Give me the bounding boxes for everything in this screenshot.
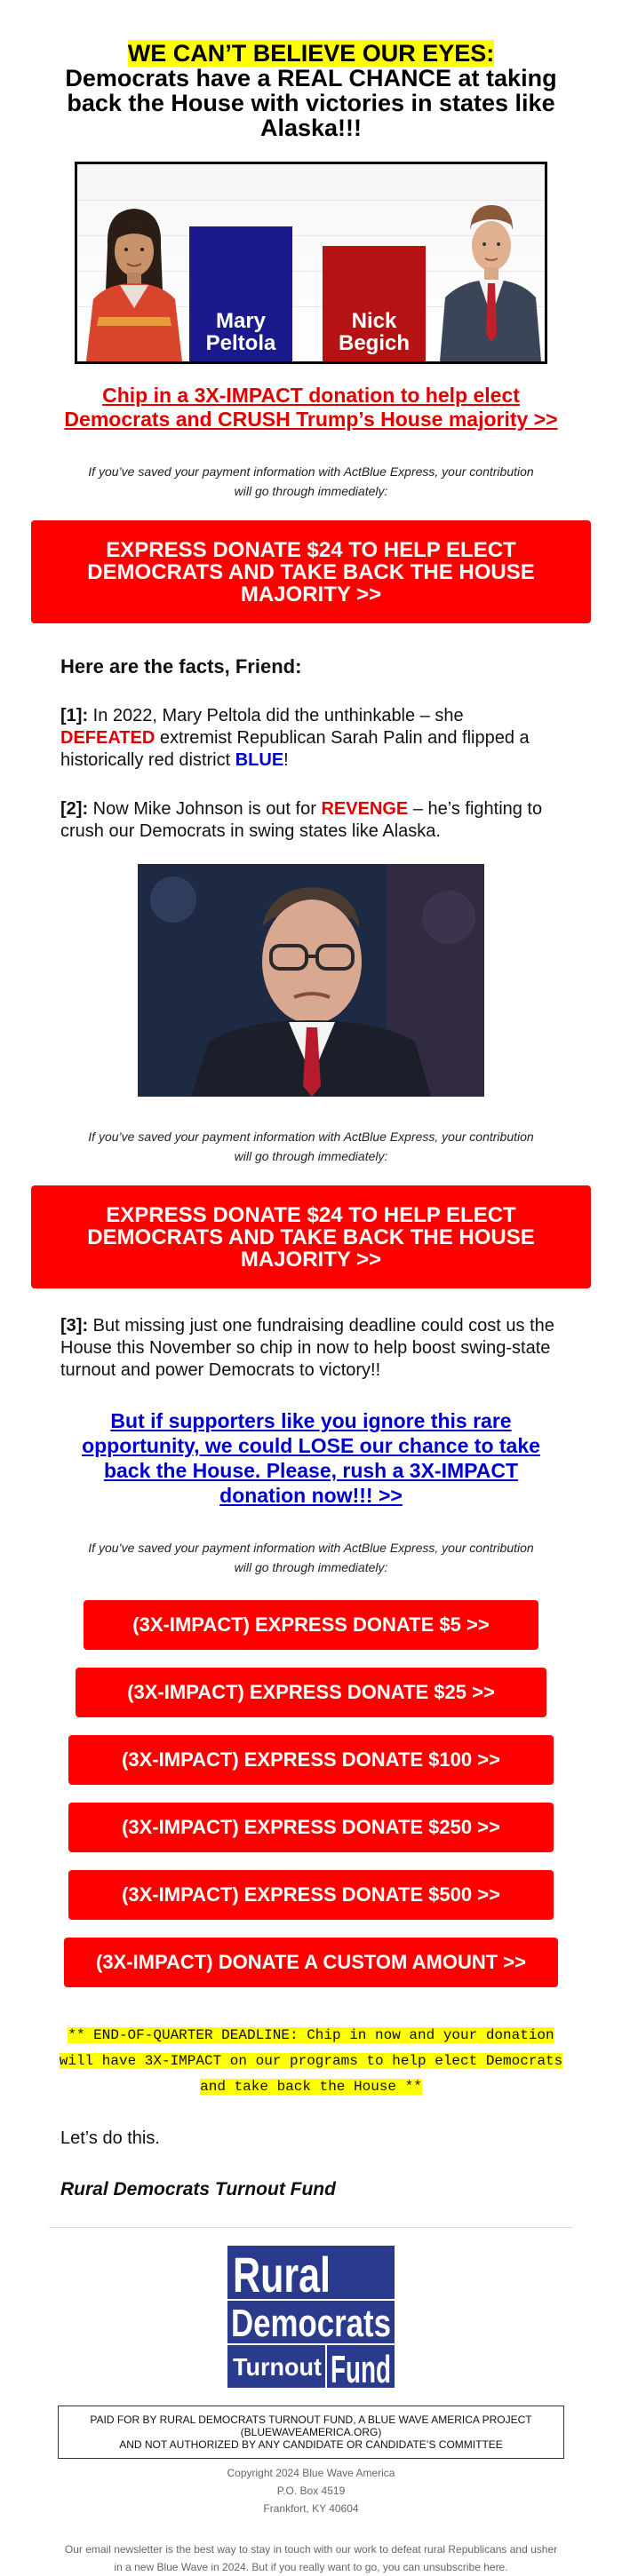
donate-500-button[interactable]: (3X-IMPACT) EXPRESS DONATE $500 >> [68,1870,554,1920]
fact-1-blue: BLUE [235,750,284,770]
hero-graphic[interactable] [75,162,547,364]
deadline-text: ** END-OF-QUARTER DEADLINE: Chip in now and your donation will have 3X-IMPACT on our programs to help elect Democrats and take back the House ** [59,2027,563,2095]
fact-1-text-c: ! [283,750,289,770]
logo-line-3: Turnout [233,2353,322,2381]
begich-bar [323,246,426,361]
fact-2-revenge: REVENGE [321,799,409,819]
donate-25-button[interactable]: (3X-IMPACT) EXPRESS DONATE $25 >> [76,1668,546,1717]
fact-2-label: [2]: [60,799,89,819]
paid-for-line-2[interactable]: (BLUEWAVEAMERICA.ORG) [240,2426,382,2438]
fact-3 [60,1315,562,1382]
donate-custom-button[interactable]: (3X-IMPACT) DONATE A CUSTOM AMOUNT >> [64,1938,558,1987]
begich-bar-label-last: Begich [338,331,410,355]
paid-for-line-3: AND NOT AUTHORIZED BY ANY CANDIDATE OR CANDIDATE’S COMMITTEE [119,2438,503,2451]
express-note-2: If you’ve saved your payment information with ActBlue Express, your contribution will go through immediately: [88,1129,534,1163]
peltola-bar-label-first: Mary [215,309,267,333]
fact-3-text: But missing just one fundraising deadline could cost us the House this November so chip in now to help boost swing-state turnout and power Democrats to victory!! [60,1316,554,1380]
paid-for-line-1: PAID FOR BY RURAL DEMOCRATS TURNOUT FUND, A BLUE WAVE AMERICA PROJECT [90,2414,532,2426]
fact-1-label: [1]: [60,706,89,725]
mailing-address [0,2464,622,2517]
peltola-portrait [81,184,187,361]
express-donate-24-button-2[interactable]: EXPRESS DONATE $24 TO HELP ELECT DEMOCRATS AND TAKE BACK THE HOUSE MAJORITY >> [31,1185,591,1288]
fact-2-text-a: Now Mike Johnson is out for [88,799,322,819]
footer-divider [49,2227,573,2228]
donate-100-button[interactable]: (3X-IMPACT) EXPRESS DONATE $100 >> [68,1735,554,1785]
peltola-bar [189,226,292,361]
fact-1-defeated: DEFEATED [60,728,156,748]
fact-1-text-b: extremist Republican Sarah Palin and flipped a historically red district [60,728,530,770]
headline [0,0,622,140]
logo-line-1: Rural [233,2247,331,2303]
facts-title: Here are the facts, Friend: [60,655,302,678]
donation-amount-list [0,1600,622,1987]
mike-johnson-photo [138,864,484,1097]
express-note-3: If you’ve saved your payment information with ActBlue Express, your contribution will go through immediately: [88,1541,534,1574]
rush-donation-link[interactable]: But if supporters like you ignore this rare opportunity, we could LOSE our chance to take back the House. Please, rush a 3X-IMPACT donation now!!! >> [82,1409,540,1507]
fact-1-text-a: In 2022, Mary Peltola did the unthinkable – she [88,706,464,725]
deadline-notice [57,2023,565,2100]
begich-bar-label-first: Nick [351,309,397,333]
peltola-bar-label-last: Peltola [205,331,276,355]
express-note-1: If you’ve saved your payment information with ActBlue Express, your contribution will go through immediately: [88,464,534,498]
fact-1 [60,705,562,772]
fact-2-text-b: – he’s fighting to crush our Democrats in swing states like Alaska. [60,799,543,841]
closing-line: Let’s do this. [60,2128,160,2148]
headline-rest: Democrats have a REAL CHANCE at taking back the House with victories in states like Alaska!!! [65,65,557,141]
fact-2 [60,798,562,843]
po-box-line: P.O. Box 4519 [276,2485,346,2497]
rural-democrats-logo[interactable] [227,2246,395,2391]
donate-250-button[interactable]: (3X-IMPACT) EXPRESS DONATE $250 >> [68,1803,554,1852]
copyright-line: Copyright 2024 Blue Wave America [227,2467,395,2479]
begich-portrait [436,184,543,361]
city-line: Frankfort, KY 40604 [263,2502,359,2515]
logo-line-4: Fund [331,2348,391,2391]
unsubscribe-note[interactable]: Our email newsletter is the best way to stay in touch with our work to defeat rural Republicans and usher in a new Blue Wave in 2024. But if you really want to go, you can unsubscribe here. [64,2543,558,2573]
fact-3-label: [3]: [60,1316,89,1336]
paid-for-disclaimer [58,2406,564,2459]
express-donate-24-button-1[interactable]: EXPRESS DONATE $24 TO HELP ELECT DEMOCRATS AND TAKE BACK THE HOUSE MAJORITY >> [31,520,591,623]
chip-in-link[interactable]: Chip in a 3X-IMPACT donation to help elect Democrats and CRUSH Trump’s House majority >> [64,384,558,431]
logo-line-2: Democrats [231,2302,391,2345]
headline-highlight: WE CAN’T BELIEVE OUR EYES: [127,40,495,67]
signature: Rural Democrats Turnout Fund [60,2179,336,2200]
donate-5-button[interactable]: (3X-IMPACT) EXPRESS DONATE $5 >> [84,1600,538,1650]
